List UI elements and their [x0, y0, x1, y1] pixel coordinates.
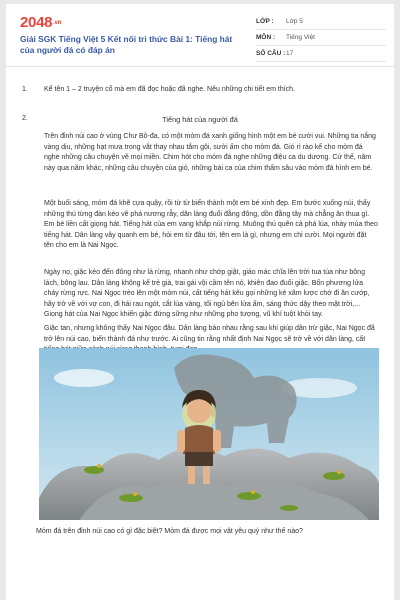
- meta-table: [256, 14, 386, 62]
- passage-paragraph-3: Ngày nọ, giặc kéo đến đông như lá rừng, nhanh như chớp giật, giáo mác chĩa lên trời tua tủa như bông lách, bông lau. Dân làng không kể trẻ già, trai gái vội cầm tên nỏ, khiên đao đuổi giặc. Bốn phương lửa cháy rừng rực. Nai Ngọc trèo lên một mỏm núi, cất tiếng hát kêu gọi những kẻ xâm lược chớ đi ăn cướp, hãy trở về với vợ con, đi hái rau ngót, cắt lúa vàng, tối ngủ bên lửa ấm, sáng thức dậy theo mặt trời,... Giọng hát của Nai Ngọc khiến giặc đứng sững như những pho tượng, vũ khí tuột khỏi tay.: [44, 269, 370, 319]
- meta-row-subject: MÔN : Tiếng Việt: [256, 30, 386, 46]
- question-2-prompt: Mỏm đá trên đỉnh núi cao có gì đặc biệt? Mỏm đá được mọi vật yêu quý như thế nào?: [36, 528, 303, 535]
- document-header: [6, 4, 394, 67]
- passage-paragraph-2: Một buổi sáng, mỏm đá khẽ cựa quậy, rồi từ từ biến thành một em bé xinh đẹp. Em bước xuống núi, thấy những thú từng đàn kéo về phá nương rẫy, dân làng đuổi đằng đông, dồn đằng tây mà chẳng ăn thua gì. Em bé liền cất giọng hát. Tiếng hát của em vang khắp núi rừng. Muông thú quên cả phá lúa, nhảy múa theo tiếng hát. Dân làng vây quanh em bé, hỏi em từ đâu tới, tên em là gì, nhưng em chỉ cười. Mọi người đặt tên cho em là Nai Ngọc.: [44, 200, 378, 250]
- document-page: [6, 4, 394, 600]
- meta-row-question-count: SỐ CÂU : 17: [256, 46, 386, 62]
- question-text: Kể tên 1 – 2 truyện cổ mà em đã đọc hoặc đã nghe. Nêu những chi tiết em thích.: [44, 86, 296, 93]
- question-number: 2.: [22, 115, 28, 122]
- passage-title: Tiếng hát của người đá: [162, 115, 238, 124]
- document-title: Giải SGK Tiếng Việt 5 Kết nối tri thức Bài 1: Tiếng hát của người đá có đáp án: [20, 34, 233, 55]
- meta-row-class: LỚP : Lớp 5: [256, 14, 386, 30]
- passage-paragraph-4: Giặc tan, nhưng không thấy Nai Ngọc đâu. Dân làng bảo nhau rằng sau khi giúp dân trừ giặc, Nai Ngọc đã trở lên núi cao, biến thành đá như trước. Ai cũng tin rằng nhất định Nai Ngọc sẽ trở về với dân làng, cất: [44, 325, 375, 343]
- passage-paragraph-1: Trên đỉnh núi cao ở vùng Chư Bô-đa, có một mỏm đá xanh giống hình một em bé cười vui. Những tia nắng vàng dịu, những hạt mưa trong vắt thay nhau tắm gội, sưởi ấm cho mỏm đá. Gió rì rào kể cho mỏm đá nghe những câu chuyện về mọi miền. Chim hót cho mỏm đá nghe những điệu ca du dương. Cứ thế, năm này qua năm khác, những câu chuyện của gió, những bài ca của chim thấm sâu vào mỏm đá hình em bé.: [44, 133, 376, 172]
- question-number: 1.: [22, 86, 28, 93]
- site-logo[interactable]: 2048.vn: [20, 14, 61, 31]
- cloud: [54, 369, 114, 387]
- story-illustration: [39, 348, 379, 520]
